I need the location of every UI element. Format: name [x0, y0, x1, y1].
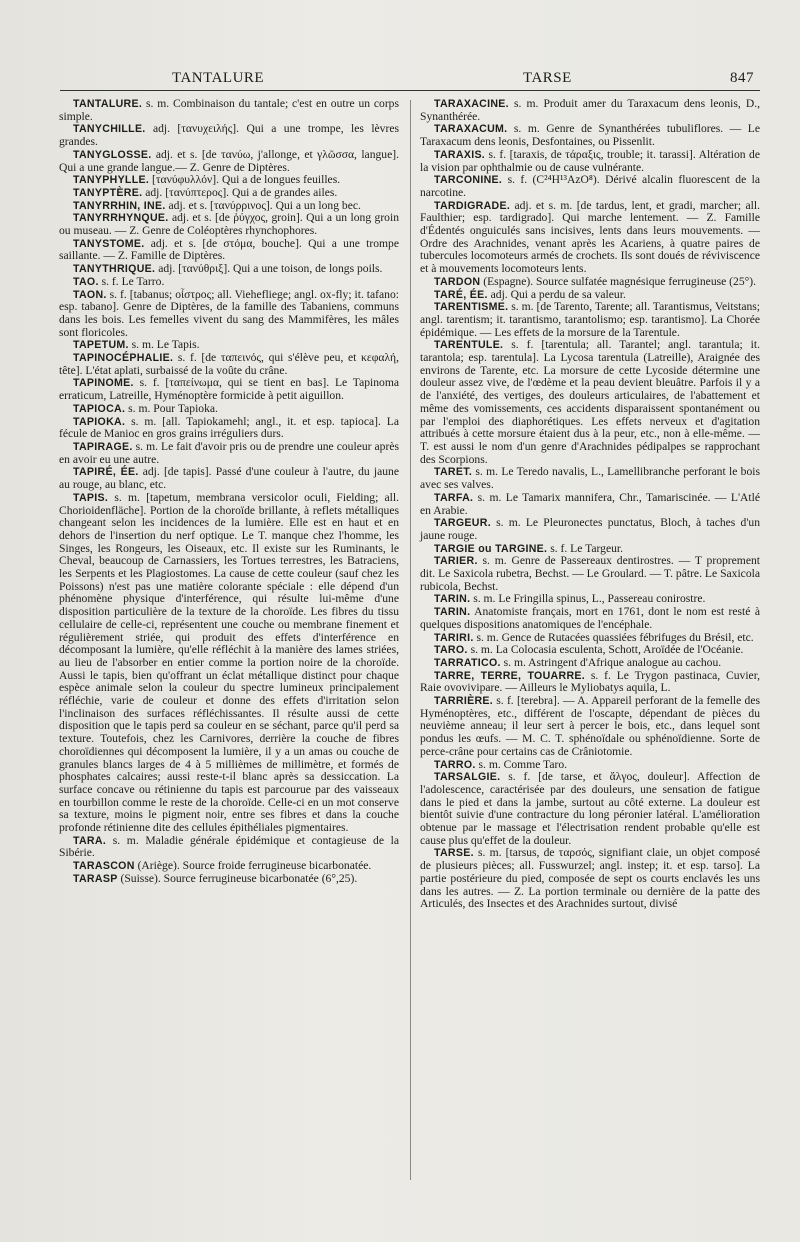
entry-definition: s. m. Comme Taro. — [478, 757, 568, 771]
entry-headword: TARIRI. — [434, 631, 474, 644]
running-header — [60, 66, 760, 91]
dictionary-entry — [420, 670, 760, 695]
entry-headword: TAON. — [73, 288, 107, 301]
entry-headword: TARAXACINE. — [434, 98, 509, 110]
entry-headword: TANTALURE. — [73, 98, 143, 110]
entry-definition: (Espagne). Source sulfatée magnésique ferrugineuse (25°). — [483, 274, 757, 288]
entry-headword: TAPETUM. — [73, 339, 129, 352]
dictionary-entry — [420, 339, 760, 466]
entry-headword: TAPIRAGE. — [73, 440, 133, 453]
entry-headword: TAPIS. — [73, 491, 109, 504]
entry-headword: TARIN. — [434, 593, 471, 606]
entry-definition: s. m. Astringent d'Afrique analogue au cachou. — [503, 655, 722, 669]
dictionary-entry — [420, 301, 760, 339]
entry-definition: adj. et s. m. [de tardus, lent, et gradi, marcher; all. Faulthier; esp. tardigrado]. Qui marche lentement. — Z. Famille d'Édentés onguiculés sans incisives, lents dans leurs mouvements. — Ordre des Arachnides, venant après les Acariens, à quatre paires de tubercules locomoteurs armés de crochets. Ils sont doués de réviviscence et à mouvements locomoteurs lents. — [420, 198, 760, 276]
entry-headword: TAO. — [73, 275, 99, 288]
entry-definition: adj. [de tapis]. Passé d'une couleur à l'autre, du jaune au rouge, au blanc, etc. — [59, 465, 399, 492]
entry-headword: TANYPTÈRE. — [73, 186, 143, 199]
entry-headword: TARAXIS. — [434, 148, 486, 161]
dictionary-entry — [420, 200, 760, 276]
entry-definition: Anatomiste français, mort en 1761, dont le nom est resté à quelques dispositions anatomiques de l'encéphale. — [420, 605, 761, 631]
left-column — [59, 98, 399, 886]
entry-definition: s. m. Pour Tapioka. — [128, 401, 218, 415]
entry-headword: TANYRRHYNQUE. — [73, 212, 169, 225]
dictionary-entry — [420, 123, 760, 148]
entry-definition: adj. et s. [de ῥύγχος, groin]. Qui a un long groin ou museau. — Z. Genre de Coléoptères rhynchophores. — [59, 211, 399, 238]
entry-headword: TAPIOCA. — [73, 402, 126, 415]
entry-headword: TARIN. — [434, 606, 471, 619]
dictionary-entry — [420, 555, 760, 593]
entry-definition: adj. [τανύπτερος]. Qui a de grandes ailes. — [145, 185, 338, 199]
entry-definition: s. f. Le Trygon pastinaca, Cuvier, Raie ovovivipare. — Ailleurs le Myliobatys aquila, L. — [420, 668, 760, 695]
entry-definition: (Suisse). Source ferrugineuse bicarbonatée (6°,25). — [120, 871, 358, 885]
dictionary-entry — [59, 212, 399, 237]
entry-definition: s. m. Produit amer du Taraxacum dens leonis, D., Synanthérée. — [420, 97, 760, 123]
entry-headword: TARRIÈRE. — [434, 695, 494, 708]
dictionary-entry — [420, 695, 760, 759]
entry-definition: s. m. Le Tamarix mannifera, Chr., Tamariscinée. — L'Atlé en Arabie. — [420, 490, 760, 517]
entry-headword: TARO. — [434, 644, 468, 657]
entry-definition: s. f. [terebra]. — A. Appareil perforant de la femelle des Hyménoptères, etc., différent de l'oscapte, dépendant de pièces du neuvième anneau; il leur sert à percer le bois, etc., dans lequel sont pondus les œufs. — M. C. T. sphénoïdale ou sphénoïdienne. Sorte de perce-crâne pour certains cas de Crâniotomie. — [420, 694, 760, 758]
entry-definition: s. f. [taraxis, de τάραξις, trouble; it. tarassi]. Altération de la vision par ophthalmie ou de cause vulnérante. — [420, 147, 760, 174]
entry-definition: s. m. [all. Tapiokamehl; angl., it. et esp. tapioca]. La fécule de Manioc en gros grains irréguliers durs. — [59, 414, 399, 441]
dictionary-entry — [59, 352, 399, 377]
entry-definition: s. m. [de Tarento, Tarente; all. Tarantismus, Veitstans; angl. tarentism; it. tarantismo, tarantolismo; esp. tarantismo]. La Chorée épidémique. — Les effets de la morsure de la Tarentule. — [420, 300, 760, 339]
entry-headword: TARENTISME. — [434, 301, 509, 314]
entry-headword: TARA. — [73, 834, 107, 847]
entry-headword: TANYPHYLLE. — [73, 174, 150, 187]
entry-headword: TARRE, TERRE, TOUARRE. — [434, 669, 585, 682]
entry-headword: TAPIOKA. — [73, 415, 126, 428]
entry-headword: TARAXACUM. — [434, 123, 508, 136]
dictionary-entry — [420, 606, 760, 631]
entry-headword: TARDON — [434, 275, 481, 288]
entry-definition: s. m. Maladie générale épidémique et contagieuse de la Sibérie. — [59, 833, 399, 860]
dictionary-entry — [59, 377, 399, 402]
entry-headword: TARÉ, ÉE. — [434, 288, 488, 301]
entry-definition: s. f. (C²⁴H¹³AzO⁸). Dérivé alcalin fluorescent de la narcotine. — [420, 173, 760, 199]
entry-headword: TARET. — [434, 466, 473, 479]
dictionary-entry — [420, 847, 760, 911]
entry-definition: s. f. Le Targeur. — [550, 541, 624, 555]
header-first-word: TANTALURE — [172, 70, 265, 86]
entry-definition: s. m. Le Fringilla spinus, L., Passereau conirostre. — [473, 592, 706, 606]
dictionary-entry — [420, 149, 760, 174]
entry-headword: TANYSTOME. — [73, 237, 145, 250]
entry-headword: TANYGLOSSE. — [73, 148, 152, 161]
dictionary-entry — [420, 466, 760, 491]
entry-headword: TARSE. — [434, 847, 474, 860]
dictionary-entry — [420, 771, 760, 847]
dictionary-entry — [59, 492, 399, 835]
entry-headword: TARIER. — [434, 555, 478, 568]
dictionary-entry — [59, 416, 399, 441]
dictionary-entry — [59, 289, 399, 340]
entry-definition: adj. Qui a perdu de sa valeur. — [490, 287, 626, 301]
entry-definition: adj. [τανύθριξ]. Qui a une toison, de longs poils. — [158, 262, 383, 276]
entry-definition: s. m. Le Teredo navalis, L., Lamellibranche perforant le bois avec ses valves. — [420, 465, 760, 492]
entry-headword: TARCONINE. — [434, 174, 503, 187]
dictionary-entry — [420, 98, 760, 123]
dictionary-entry — [59, 123, 399, 148]
entry-definition: s. f. [ταπείνωμα, qui se tient en bas]. Le Tapinoma erraticum, Latreille, Hyménoptère formicide à petit aiguillon. — [59, 376, 399, 403]
dictionary-entry — [59, 98, 399, 123]
dictionary-entry — [420, 517, 760, 542]
entry-headword: TARDIGRADE. — [434, 199, 511, 212]
entry-definition: s. m. Genre de Synanthérées tubuliflores. — Le Taraxacum dens leonis, Desfontaines, ou Pissenlit. — [420, 122, 760, 149]
entry-definition: (Ariège). Source froide ferrugineuse bicarbonatée. — [137, 859, 372, 873]
dictionary-entry — [59, 238, 399, 263]
entry-definition: adj. [τανυχειλής]. Qui a une trompe, les lèvres grandes. — [59, 122, 399, 149]
entry-definition: s. m. Le fait d'avoir pris ou de prendre une couleur après en avoir eu une autre. — [59, 439, 399, 466]
entry-headword: TARRO. — [434, 758, 476, 771]
entry-headword: TARASP — [73, 872, 118, 885]
entry-definition: s. m. [tapetum, membrana versicolor oculi, Fielding; all. Chorioidenfläche]. Portion de la choroïde brillante, à reflets métalliques changeant selon les incidences de la lumière. Elle est en haut et en dehors de l'insertion du nerf optique. Le T. manque chez l'homme, les Singes, les Rongeurs, les Oiseaux, etc. Il existe sur les Ruminants, le Cheval, beaucoup de Carnassiers, les Tortues terrestres, les Batraciens, les Serpents et les Plagiostomes. La cause de cette couleur (sauf chez les Poissons) n'est pas une matière colorante spéciale : elle dépend d'un phénomène physique d'interférence, qui résulte lui-même d'une disposition particulière de la texture de la choroïde. Les fibres du tissu cellulaire de celle-ci, représentent une couche ou membrane finement et régulièrement striée, qui produit des effets d'interférence en décomposant la lumière, qu'elle réfléchit à la manière des lames striées, au lieu de l'absorber en entier comme la portion noire de la choroïde. Aussi le tapis, bien qu'offrant un éclat métallique distinct pour chaque espèce animale selon la couleur du spectre lumineux principalement réfléchie, varie de couleur et donne des effets d'irritation selon l'inclinaison des surfaces réfléchissantes. Il résulte aussi de cette disposition que le tapis perd sa couleur en se séchant, parce qu'il perd sa texture. Toutefois, chez les Carnivores, derrière la couche de fibres choroïdiennes qui décomposent la lumière, il y a un amas ou couche de granules blancs larges de 4 à 5 millièmes de millimètre, et formés de phosphates calcaires; aussi reste-t-il blanc après sa dessiccation. La surface concave ou rétinienne du tapis est parcourue par des vaisseaux en tourbillon comme le reste de la choroïde. Celle-ci en un mot conserve sa texture, moins le pigment noir, entre ses fibres et dans la couche profonde rétinienne dite des cellules épithéliales pigmentaires. — [59, 490, 399, 835]
entry-headword: TARRATICO. — [434, 656, 501, 669]
entry-definition: s. f. [de tarse, et ἄλγος, douleur]. Affection de l'adolescence, caractérisée par des douleurs, une sensation de fatigue dans le pied et dans la jambe, surtout au côté externe. La douleur est bientôt suivie d'une contracture du long péronier latéral. L'amélioration obtenue par le massage et l'électrisation rendent probable qu'elle est cause plus qu'effet de la douleur. — [420, 770, 760, 847]
entry-headword: TARFA. — [434, 491, 474, 504]
dictionary-entry — [420, 492, 760, 517]
entry-definition: s. m. Combinaison du tantale; c'est en outre un corps simple. — [59, 97, 399, 123]
entry-headword: TAPINOME. — [73, 377, 134, 390]
entry-definition: s. m. Le Tapis. — [131, 338, 200, 352]
entry-headword: TARSALGIE. — [434, 771, 501, 784]
right-column — [420, 98, 760, 911]
entry-definition: adj. et s. [de τανύω, j'allonge, et γλῶσσα, langue]. Qui a une grande langue.— Z. Genre de Diptères. — [59, 147, 399, 174]
entry-definition: adj. et s. [τανύρρινος]. Qui a un long bec. — [168, 198, 361, 212]
dictionary-entry — [420, 174, 760, 199]
entry-definition: s. f. [de ταπεινός, qui s'élève peu, et κεφαλή, tête]. L'état aplati, surbaissé de la voûte du crâne. — [59, 351, 399, 377]
entry-headword: TANYRRHIN, INE. — [73, 199, 166, 212]
entry-definition: s. f. [tabanus; οἶστρος; all. Viehefliege; angl. ox-fly; it. tafano: esp. tabano]. Genre de Diptères, de la famille des Tabaniens, communs dans les bois. Les femelles vivent du sang des Mammifères, les mâles sont floricoles. — [59, 287, 399, 339]
dictionary-entry — [59, 873, 399, 886]
entry-definition: s. m. Genre de Passereaux dentirostres. — T proprement dit. Le Saxicola rubetra, Bechst. — Le Groulard. — T. pâtre. Le Saxicola rubicola, Bechst. — [420, 554, 760, 593]
dictionary-entry — [59, 466, 399, 491]
entry-headword: TAPIRÉ, ÉE. — [73, 466, 139, 479]
entry-headword: TARGIE ou TARGINE. — [434, 542, 548, 555]
entry-headword: TARASCON — [73, 860, 135, 873]
entry-definition: s. f. Le Tarro. — [101, 274, 165, 288]
header-last-word: TARSE — [523, 70, 572, 86]
dictionary-entry — [59, 149, 399, 174]
dictionary-entry — [59, 441, 399, 466]
entry-headword: TAPINOCÉPHALIE. — [73, 352, 174, 365]
column-divider — [410, 100, 411, 1180]
entry-headword: TARENTULE. — [434, 339, 504, 352]
page-number: 847 — [730, 70, 754, 86]
entry-headword: TARGEUR. — [434, 517, 491, 530]
entry-definition: s. m. Le Pleuronectes punctatus, Bloch, à taches d'un jaune rouge. — [420, 516, 760, 542]
entry-headword: TANYTHRIQUE. — [73, 263, 156, 276]
entry-definition: s. m. La Colocasia esculenta, Schott, Aroïdée de l'Océanie. — [470, 643, 744, 657]
dictionary-entry — [59, 835, 399, 860]
entry-definition: s. f. [tarentula; all. Tarantel; angl. tarantula; it. tarantola; esp. tarentula]. La Lycosa tarentula (Latreille), Araignée des environs de Tarente, etc. La morsure de cette Lycoside détermine une douleur assez vive, de l'œdème et la peau devient bleuâtre. Parfois il y a de l'anxiété, des vertiges, des douleurs articulaires, de l'abattement et même des vomissements, ces accidents disparaissent spontanément ou par l'emploi des diaphorétiques. Les effets nerveux et d'agitation attribués à cette morsure étaient dus à la peur, etc., non à elle-même. — T. est aussi le nom d'un genre d'Arachnides pédipalpes se rapprochant des Scorpions. — [420, 338, 760, 466]
entry-definition: adj. et s. [de στόμα, bouche]. Qui a une trompe saillante. — Z. Famille de Diptères. — [59, 236, 399, 263]
entry-headword: TANYCHILLE. — [73, 123, 146, 136]
entry-definition: s. m. Gence de Rutacées quassiées fébrifuges du Brésil, etc. — [476, 630, 754, 644]
entry-definition: [τανύφυλλόν]. Qui a de longues feuilles. — [152, 173, 341, 187]
entry-definition: s. m. [tarsus, de ταρσός, signifiant claie, un objet composé de plusieurs pièces; all. Fusswurzel; angl. instep; it. et esp. tarso]. La partie postérieure du pied, composée de sept os courts enclavés les uns dans les autres. — Z. La portion terminale ou dernière de la patte des Articulés, des Insectes et des Arachnides surtout, divisé — [420, 846, 761, 911]
